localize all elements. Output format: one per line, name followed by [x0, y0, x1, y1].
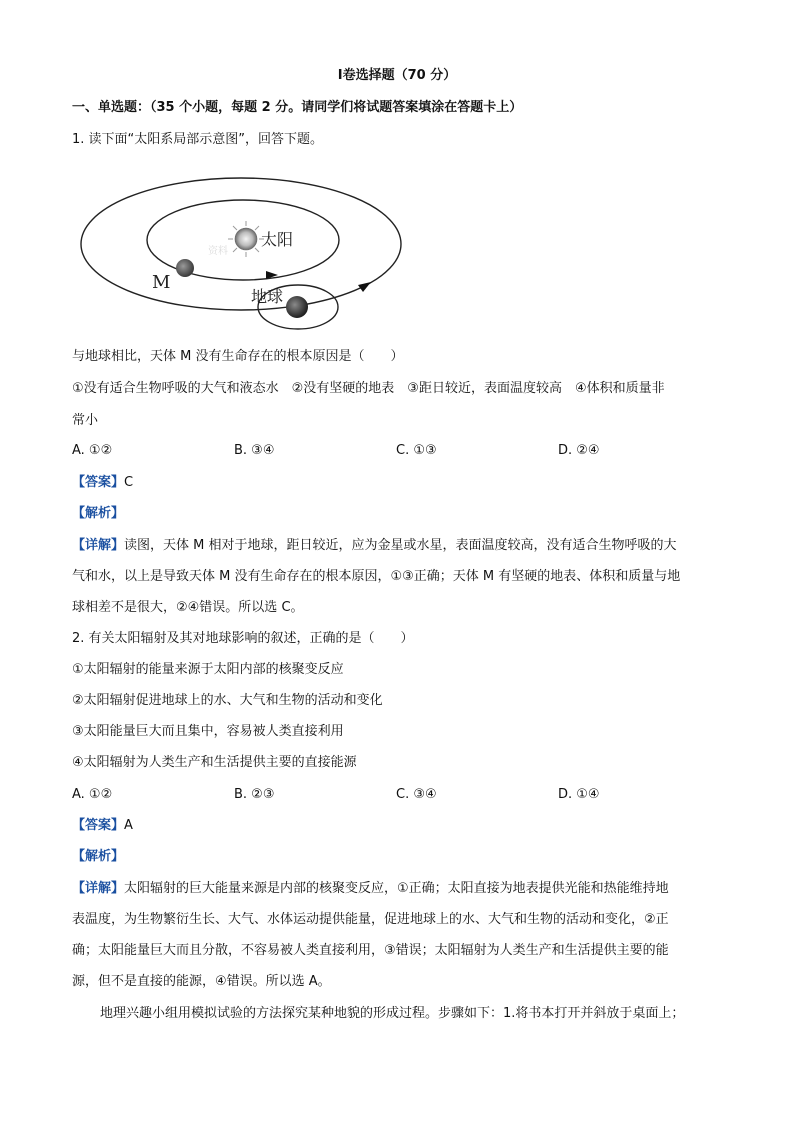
- q2-detail-line2: 表温度，为生物繁衍生长、大气、水体运动提供能量，促进地球上的水、大气和生物的活动和变化，②正: [72, 912, 669, 927]
- q2-stem: 2. 有关太阳辐射及其对地球影响的叙述，正确的是（ ）: [72, 631, 414, 646]
- q1-analysis: [72, 504, 124, 524]
- q2-detail-line4: 源，但不是直接的能源，④错误。所以选 A。: [72, 974, 331, 989]
- q1-answer-value: C: [124, 475, 134, 490]
- earth-icon: [286, 296, 308, 318]
- page-title: Ⅰ卷选择题（70 分）: [337, 68, 457, 83]
- q1-options-line2: 常小: [72, 413, 99, 428]
- q2-analysis-label: 【解析】: [72, 849, 125, 864]
- q1-analysis-label: 【解析】: [72, 506, 125, 521]
- q1-detail-line1: [72, 536, 677, 556]
- q1-choice-c: C. ①③: [396, 443, 437, 458]
- q1-choice-b: B. ③④: [234, 443, 275, 458]
- planet-m-icon: [176, 259, 194, 277]
- q1-choice-a: A. ①②: [72, 443, 113, 458]
- q1-detail-label: 【详解】: [72, 538, 125, 553]
- q2-answer-value: A: [124, 818, 133, 833]
- q2-answer-label: 【答案】: [72, 818, 125, 833]
- q2-answer: [72, 816, 133, 836]
- sun-icon: [228, 221, 264, 257]
- q1-detail-text1: 读图，天体 M 相对于地球，距日较近，应为金星或水星，表面温度较高，没有适合生物呼吸的大: [124, 538, 677, 553]
- q1-stem: 1. 读下面“太阳系局部示意图”，回答下题。: [72, 132, 324, 147]
- q1-answer-label: 【答案】: [72, 475, 125, 490]
- q2-statement-4: ④太阳辐射为人类生产和生活提供主要的直接能源: [72, 755, 357, 770]
- figure-watermark: 资料: [208, 246, 228, 257]
- q2-choice-a: A. ①②: [72, 787, 113, 802]
- q2-detail-line3: 确；太阳能量巨大而且分散，不容易被人类直接利用，③错误；太阳辐射为人类生产和生活提供主要的能: [72, 943, 669, 958]
- q1-question: 与地球相比，天体 M 没有生命存在的根本原因是（ ）: [72, 349, 404, 364]
- q2-analysis: [72, 847, 124, 867]
- q2-statement-3: ③太阳能量巨大而且集中，容易被人类直接利用: [72, 724, 344, 739]
- q2-statement-2: ②太阳辐射促进地球上的水、大气和生物的活动和变化: [72, 693, 383, 708]
- q1-answer: [72, 473, 133, 493]
- q2-choice-c: C. ③④: [396, 787, 437, 802]
- q2-detail-line1: [72, 879, 669, 899]
- solar-system-diagram: [78, 176, 408, 336]
- earth-label: 地球: [251, 287, 284, 306]
- q2-detail-label: 【详解】: [72, 881, 125, 896]
- q3-intro: 地理兴趣小组用模拟试验的方法探究某种地貌的形成过程。步骤如下：1.将书本打开并斜放于桌面上；: [100, 1006, 685, 1021]
- sun-label: 太阳: [261, 230, 294, 249]
- m-label: M: [152, 272, 171, 293]
- outer-orbit-arrow-icon: [358, 282, 371, 292]
- q2-statement-1: ①太阳辐射的能量来源于太阳内部的核聚变反应: [72, 662, 344, 677]
- q2-choice-d: D. ①④: [558, 787, 600, 802]
- q1-options-line1: ①没有适合生物呼吸的大气和液态水 ②没有坚硬的地表 ③距日较近，表面温度较高 ④体积和质量非: [72, 381, 665, 396]
- q1-detail-line3: 球相差不是很大，②④错误。所以选 C。: [72, 600, 304, 615]
- q1-choice-d: D. ②④: [558, 443, 600, 458]
- q2-choice-b: B. ②③: [234, 787, 275, 802]
- section-header: 一、单选题：（35 个小题，每题 2 分。请同学们将试题答案填涂在答题卡上）: [72, 100, 523, 115]
- q2-detail-text1: 太阳辐射的巨大能量来源是内部的核聚变反应，①正确；太阳直接为地表提供光能和热能维持地: [124, 881, 669, 896]
- q1-detail-line2: 气和水，以上是导致天体 M 没有生命存在的根本原因，①③正确；天体 M 有坚硬的地表、体积和质量与地: [72, 569, 681, 584]
